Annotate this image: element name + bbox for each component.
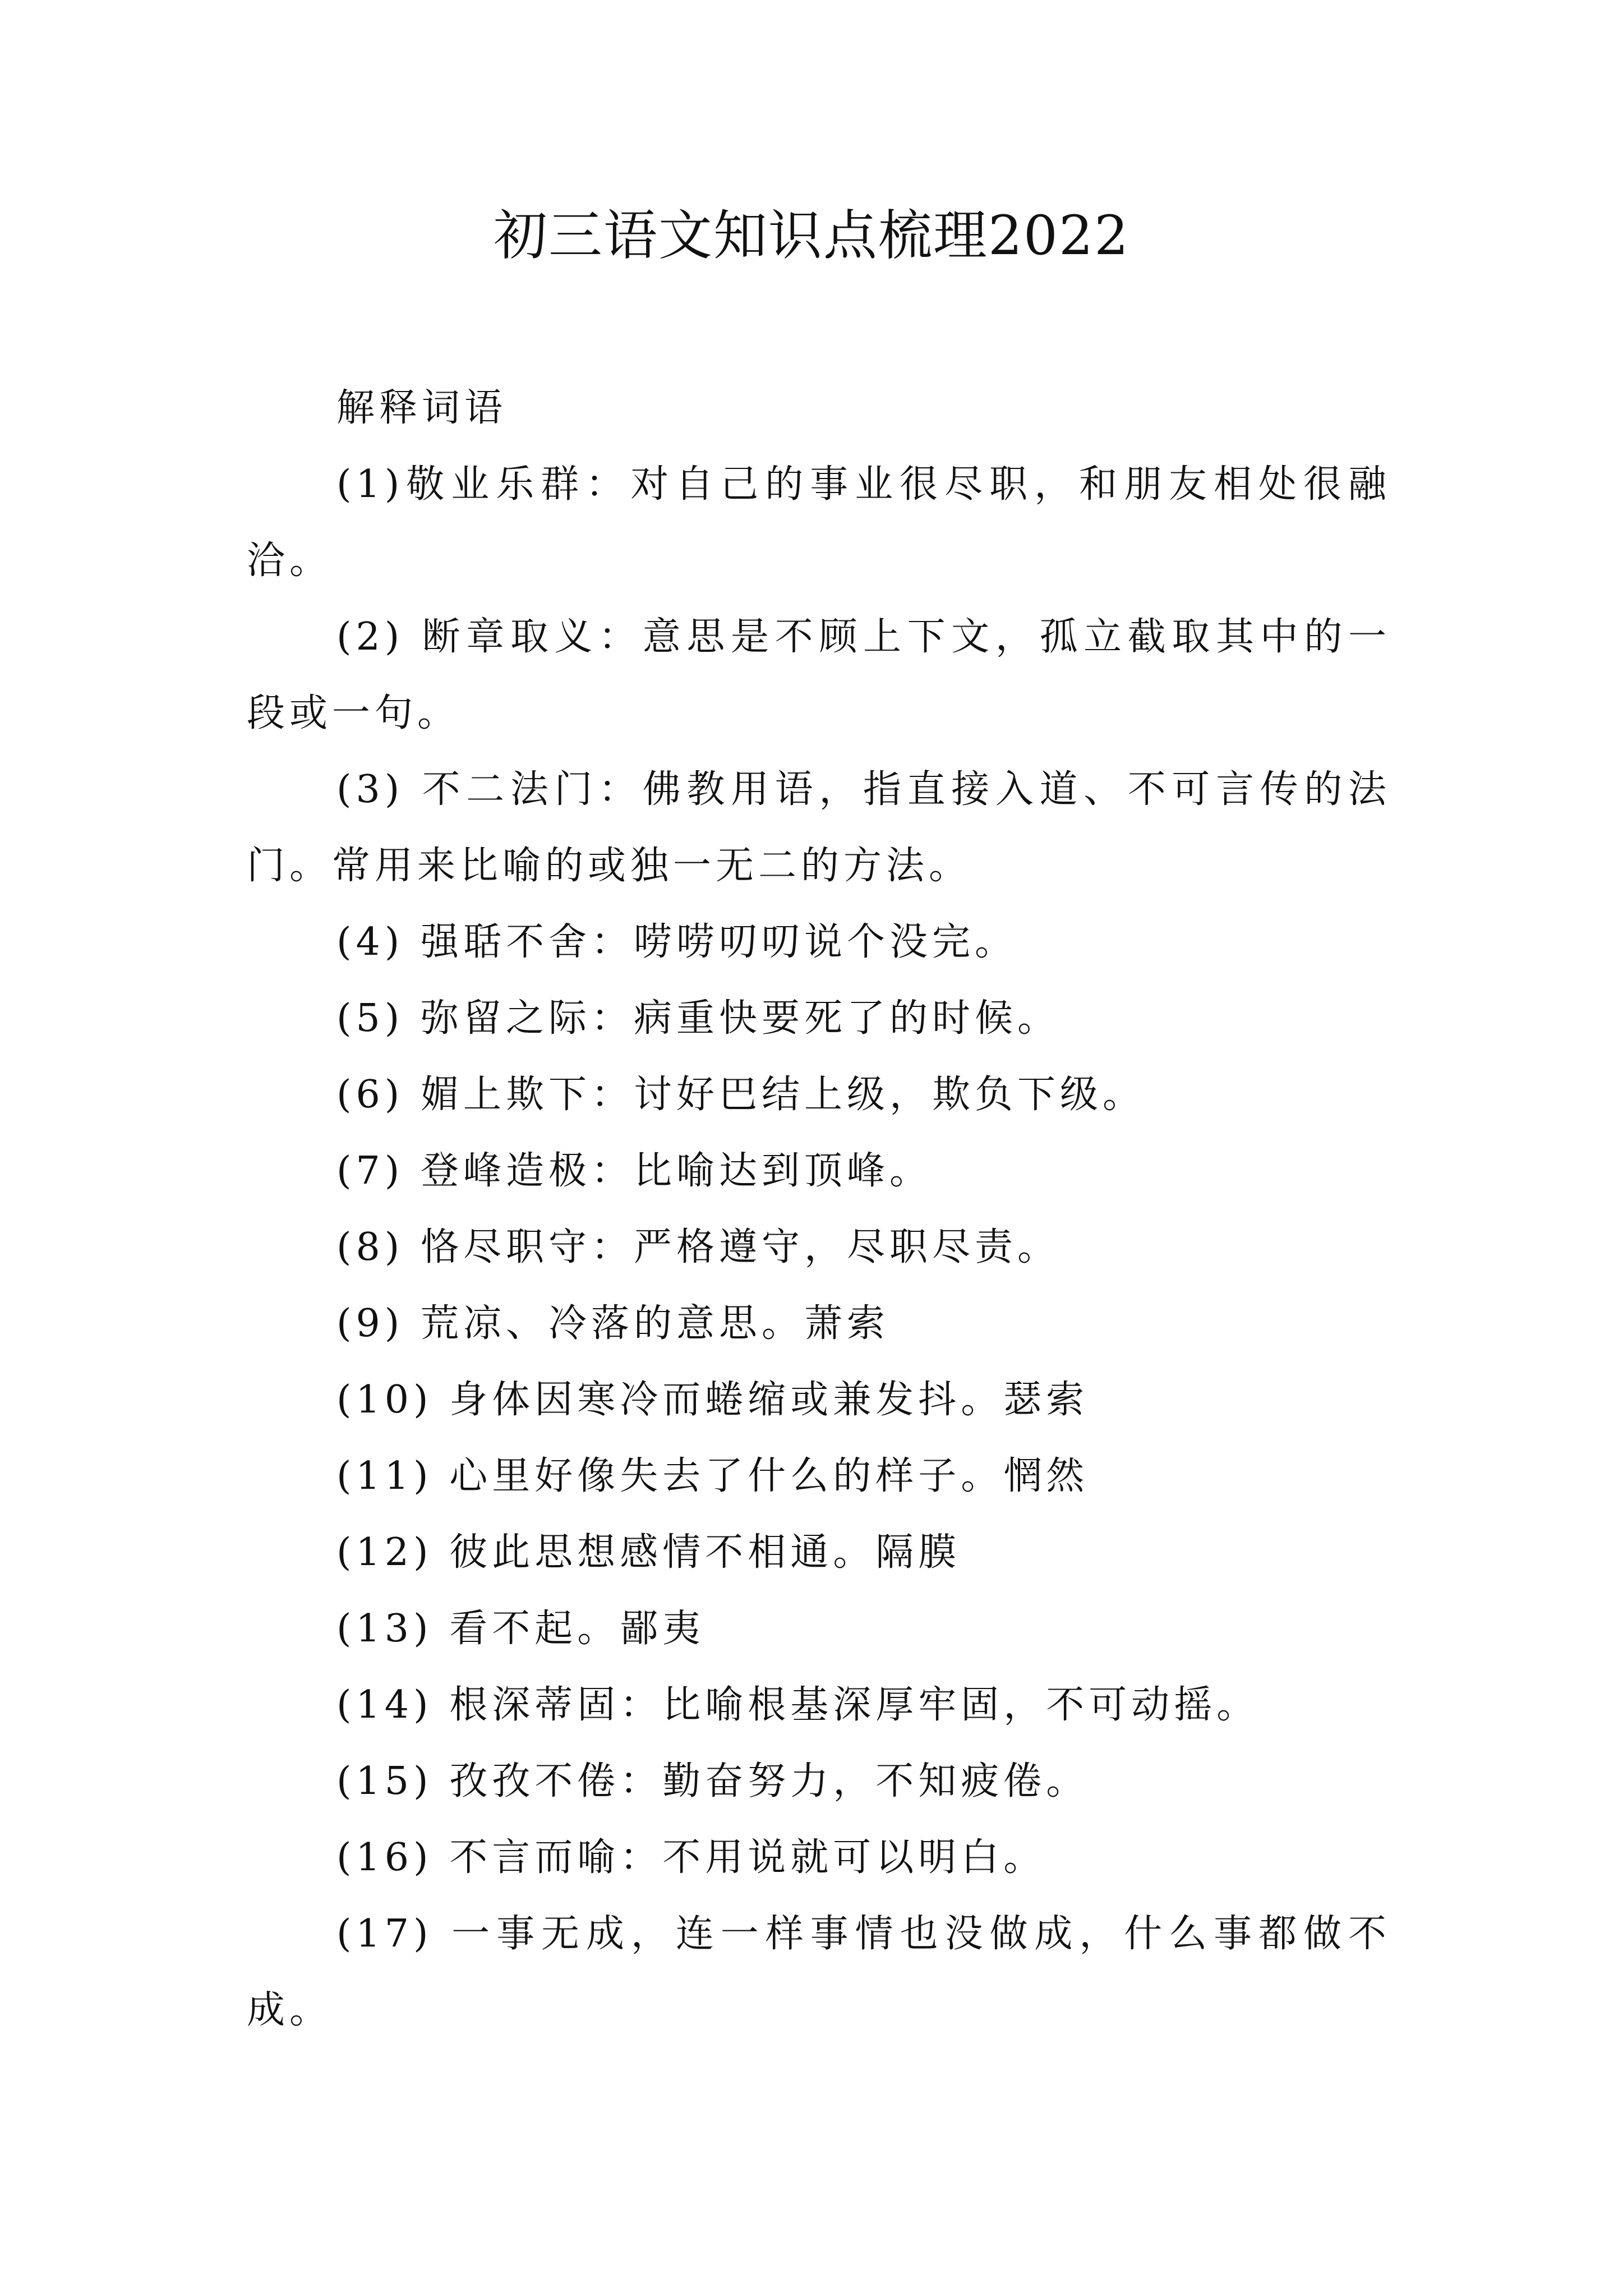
paragraph-item: (11) 心里好像失去了什么的样子。惘然	[336, 1454, 1089, 1498]
document-title: 初三语文知识点梳理2022	[493, 204, 1130, 267]
paragraph-item: (5) 弥留之际：病重快要死了的时候。	[336, 996, 1060, 1041]
paragraph-item: (15) 孜孜不倦：勤奋努力，不知疲倦。	[336, 1759, 1089, 1803]
paragraph-item: (10) 身体因寒冷而蜷缩或兼发抖。瑟索	[336, 1378, 1089, 1422]
section-heading: 解释词语	[336, 386, 508, 430]
paragraph-item: (3) 不二法门：佛教用语，指直接入道、不可言传的法门。常用来比喻的或独一无二的方法。	[247, 767, 1391, 888]
paragraph-item: (6) 媚上欺下：讨好巴结上级，欺负下级。	[336, 1073, 1145, 1117]
paragraph-item: (13) 看不起。鄙夷	[336, 1607, 706, 1651]
paragraph-item: (1)敬业乐群：对自己的事业很尽职，和朋友相处很融洽。	[247, 462, 1391, 583]
document-body	[247, 370, 1391, 2049]
paragraph-item: (7) 登峰造极：比喻达到顶峰。	[336, 1149, 932, 1193]
paragraph-item: (16) 不言而喻：不用说就可以明白。	[336, 1835, 1046, 1880]
paragraph-item: (2) 断章取义：意思是不顾上下文，孤立截取其中的一段或一句。	[247, 615, 1391, 735]
paragraph-item: (12) 彼此思想感情不相通。隔膜	[336, 1530, 961, 1575]
paragraph-item: (8) 恪尽职守：严格遵守，尽职尽责。	[336, 1225, 1060, 1269]
paragraph-item: (4) 强聒不舍：唠唠叨叨说个没完。	[336, 920, 1017, 964]
paragraph-item: (9) 荒凉、冷落的意思。萧索	[336, 1301, 889, 1346]
paragraph-item: (14) 根深蒂固：比喻根基深厚牢固，不可动摇。	[336, 1683, 1260, 1727]
paragraph-item: (17) 一事无成，连一样事情也没做成，什么事都做不成。	[247, 1912, 1391, 2032]
